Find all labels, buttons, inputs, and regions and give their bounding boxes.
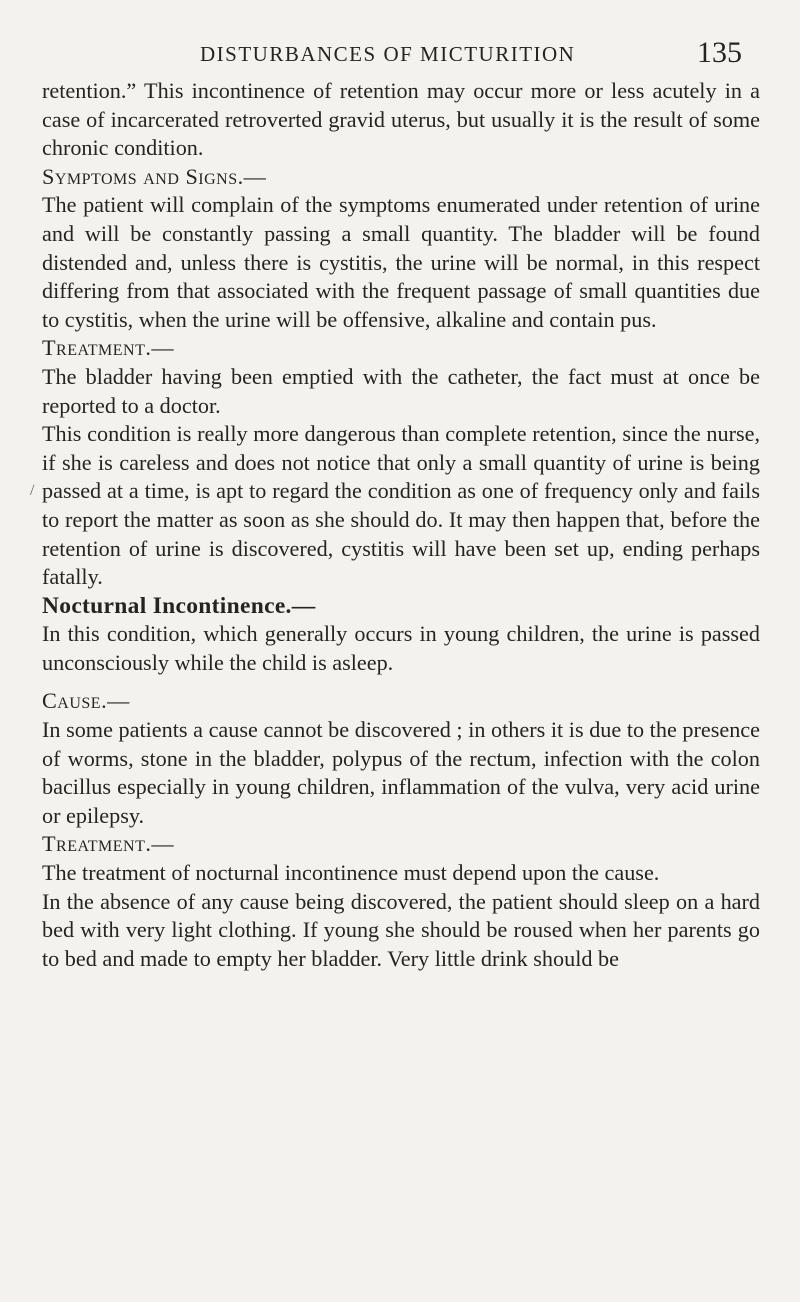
page-body (42, 77, 760, 973)
paragraph-cause: In some patients a cause cannot be discovered ; in others it is due to the presence of worms, stone in the bladder, polypus of the rectum, infection with the colon bacillus especially in young children, inflammation of the vulva, very acid urine or epilepsy. (42, 717, 760, 828)
paragraph-treatment-advice: In the absence of any cause being discovered, the patient should sleep on a hard bed with very light clothing. If young she should be roused when her parents go to bed and made to empty her bladder. Very little drink should be (42, 888, 760, 971)
page-number: 135 (697, 36, 742, 69)
paragraph-retention-continued: retention.” This incontinence of retention may occur more or less acutely in a case of incarcerated retroverted gravid uterus, but usually it is the result of some chronic condition. (42, 78, 760, 161)
heading-nocturnal-incontinence: Nocturnal Incontinence.— (42, 592, 316, 619)
margin-pencil-mark: / (30, 482, 35, 499)
subheading-cause: Cause.— (42, 688, 130, 714)
paragraph-nocturnal-definition: In this condition, which generally occurs in young children, the urine is passed unconsciously while the child is asleep. (42, 621, 760, 675)
paragraph-treatment-depends: The treatment of nocturnal incontinence must depend upon the cause. (42, 860, 660, 886)
subheading-symptoms-and-signs: Symptoms and Signs.— (42, 163, 267, 189)
paragraph-symptoms: The patient will complain of the symptoms enumerated under retention of urine and will be constantly passing a small quantity. The bladder will be found distended and, unless there is cystitis, the urine will be normal, in this respect differing from that associated with the frequent passage of small quantities due to cystitis, when the urine will be offensive, alkaline and contain pus. (42, 192, 760, 332)
running-head: DISTURBANCES OF MICTURITION (200, 42, 576, 66)
paragraph-dangerous-condition: This condition is really more dangerous than complete retention, since the nurse, if she is careless and does not notice that only a small quantity of urine is being passed at a time, is apt to regard the condition as one of frequency only and fails to report the matter as soon as she should do. It may then happen that, before the retention of urine is discovered, cystitis will have been set up, ending perhaps fatally. (42, 421, 760, 590)
subheading-treatment: Treatment.— (42, 335, 175, 361)
page-header (0, 36, 800, 76)
paragraph-treatment-catheter: The bladder having been emptied with the catheter, the fact must at once be reported to a doctor. (42, 363, 760, 418)
subheading-treatment-nocturnal: Treatment.— (42, 831, 175, 857)
